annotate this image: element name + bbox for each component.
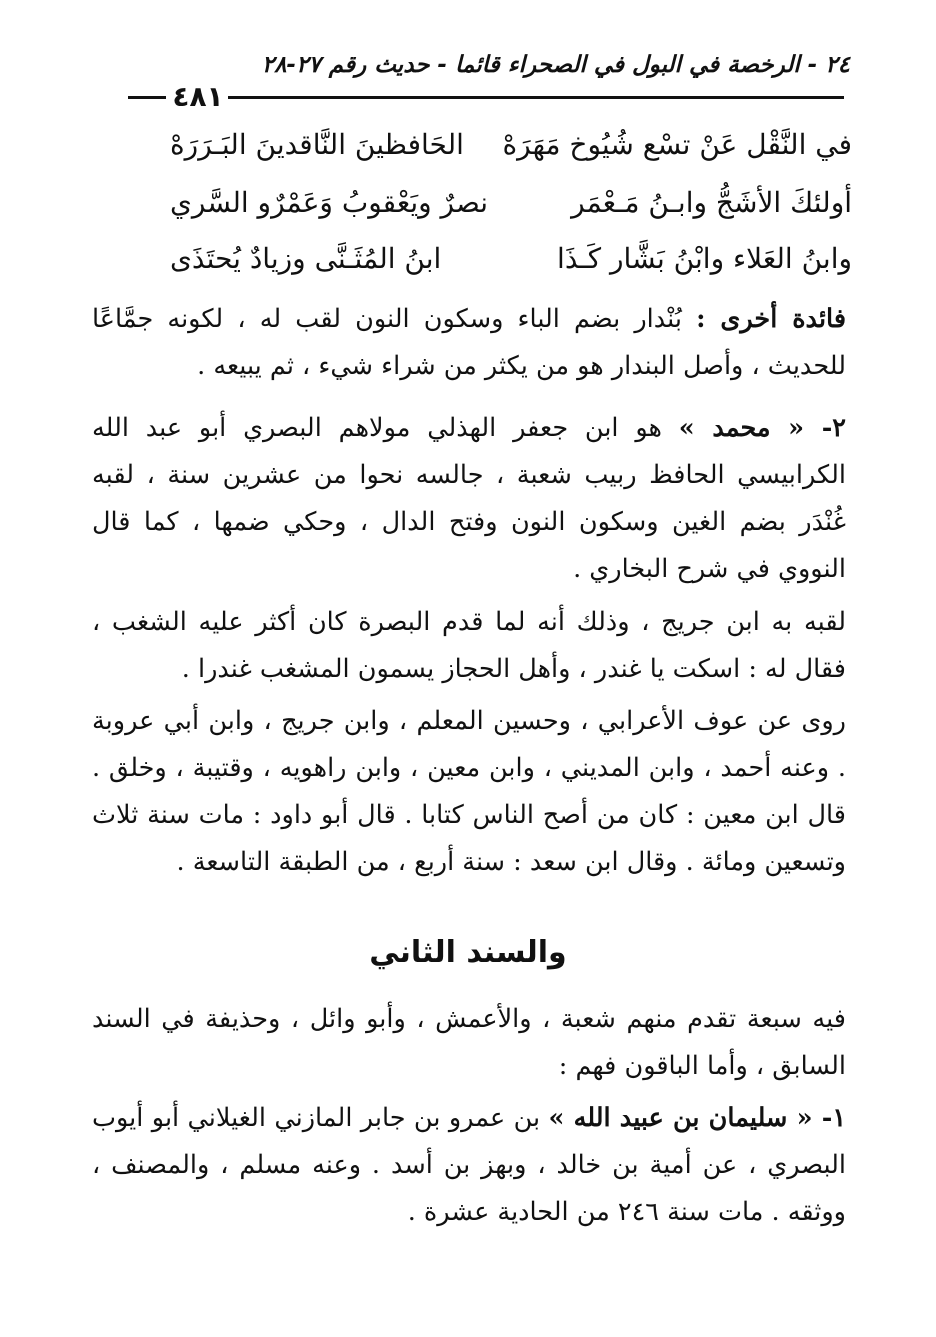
verse-second-hemistich: ابنُ المُثَـنَّى وزيادٌ يُحتَذَى — [170, 242, 442, 275]
paragraph-lead: ١- « سليمان بن عبيد الله » — [548, 1103, 847, 1133]
paragraph-muhammad — [92, 405, 846, 593]
paragraph-ghundar — [92, 599, 846, 693]
section-title: والسند الثاني — [369, 935, 567, 970]
paragraph-sulayman — [92, 1095, 846, 1236]
paragraph-text: بُنْدار بضم الباء وسكون النون لقب له ، لكونه جمَّاعًا للحديث ، وأصل البندار هو من يكثر من شراء شيء ، ثم يبيعه . — [92, 304, 846, 381]
paragraph-lead: ٢- « محمد » — [678, 413, 846, 443]
verse-first-hemistich: في النَّقْل عَنْ تسْع شُيُوخ مَهَرَهْ — [502, 128, 852, 161]
page-number: ٤٨١ — [172, 80, 224, 113]
paragraph-note-bundar — [92, 296, 846, 390]
paragraph-text: لقبه به ابن جريج ، وذلك أنه لما قدم البصرة كان أكثر عليه الشغب ، فقال له : اسكت يا غندر ، وأهل الحجاز يسمون المشغب غندرا . — [92, 607, 846, 684]
running-header: ٢٤ - الرخصة في البول في الصحراء قائما - حديث رقم ٢٧-٢٨ — [261, 52, 850, 78]
poem-verse — [170, 242, 852, 298]
verse-first-hemistich: أولئكَ الأشَجُّ وابـنُ مَـعْمَر — [571, 186, 852, 219]
verse-first-hemistich: وابنُ العَلاء وابْنُ بَشَّار كَـذَا — [557, 242, 852, 275]
paragraph-text: بن عمرو بن جابر المازني الغيلاني أبو أيوب البصري ، عن أمية بن خالد ، وبهز بن أسد . وعنه مسلم ، والمصنف ، ووثقه . مات سنة ٢٤٦ من الحادية عشرة . — [92, 1103, 846, 1227]
page-number-dash — [128, 96, 166, 99]
paragraph-narrations — [92, 698, 846, 886]
paragraph-text: روى عن عوف الأعرابي ، وحسين المعلم ، وابن جريج ، وابن أبي عروبة . وعنه أحمد ، وابن المديني ، وابن معين ، وابن راهويه ، وقتيبة ، وخلق . قال ابن معين : كان من أصح الناس كتابا . قال أبو داود : مات سنة ثلاث وتسعين ومائة . وقال ابن سعد : سنة أربع ، من الطبقة التاسعة . — [92, 706, 847, 877]
header-rule — [228, 96, 844, 99]
verse-second-hemistich: الحَافظينَ النَّاقدينَ البَـرَرَهْ — [170, 128, 464, 161]
paragraph-text: فيه سبعة تقدم منهم شعبة ، والأعمش ، وأبو وائل ، وحذيفة في السند السابق ، وأما الباقون فهم : — [92, 1004, 846, 1081]
poem-verse — [170, 128, 852, 184]
paragraph-text: هو ابن جعفر الهذلي مولاهم البصري أبو عبد الله الكرابيسي الحافظ ربيب شعبة ، جالسه نحوا من عشرين سنة ، لقبه غُنْدَر بضم الغين وسكون النون وفتح الدال ، وحكي ضمها ، كما قال النووي في شرح البخاري . — [92, 413, 846, 584]
poem-verse — [170, 186, 852, 242]
paragraph-lead: فائدة أخرى : — [696, 304, 847, 334]
verse-second-hemistich: نصرٌ ويَعْقوبُ وَعَمْرٌو السَّري — [170, 186, 489, 219]
paragraph-second-chain — [92, 996, 846, 1090]
